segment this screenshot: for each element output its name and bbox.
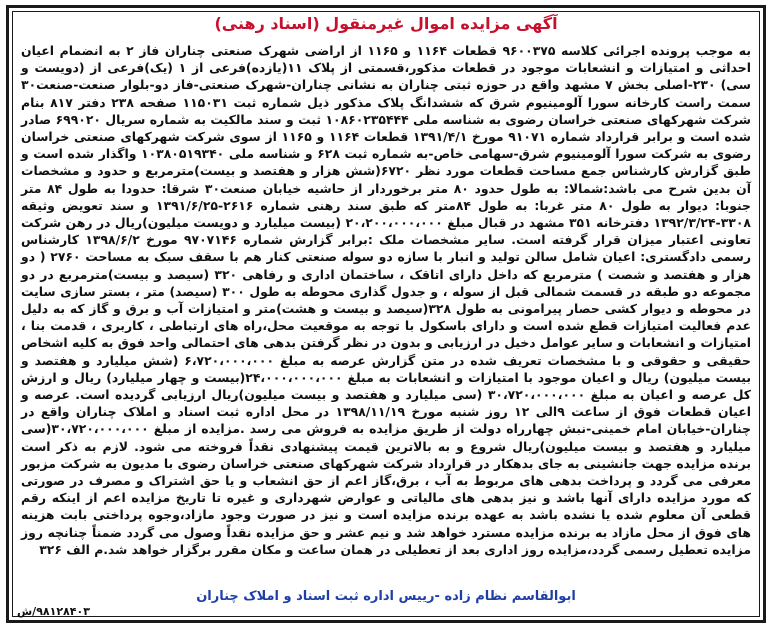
- notice-frame: [6, 5, 766, 623]
- notice-code: ۹۸۱۲۸۴۰۳/ش: [17, 605, 90, 618]
- notice-signature: ابوالقاسم نظام زاده -رییس اداره ثبت اسناد و املاک چناران: [196, 589, 576, 604]
- notice-title: آگهی مزایده اموال غیرمنقول (اسناد رهنی): [214, 14, 558, 33]
- notice-body: به موجب پرونده اجرائی کلاسه ۹۶۰۰۳۷۵ قطعات ۱۱۶۴ و ۱۱۶۵ از اراضی شهرک صنعتی چناران فاز ۲ به انضمام اعیان احداثی و امتیازات و انشعابات موجود در قطعات مذکور،قسمتی از پلاک ۱۱(یازده)فرعی از ۱ (یک)فرعی از (دویست و سی) ۲۳۰-اصلی بخش ۷ مشهد واقع در حوزه ثبتی چناران به نشانی چناران-شهرک صنعتی-فاز دو-بلوار صنعت-صنعت۳۰ سمت راست کارخانه سورا آلومینیوم شرق که ششدانگ پلاک مذکور ذیل شماره ثبت ۱۱۵۰۳۱ صفحه ۲۳۸ دفتر ۸۱۷ بنام شرکت شهرکهای صنعتی خراسان رضوی به شناسه ملی ۱۰۸۶۰۲۳۵۴۴۴ ثبت و سند مالکیت به شماره سریال ۶۹۹۰۲۰ صادر شده است و برابر قرارداد شماره ۹۱۰۷۱ مورخ ۱۳۹۱/۴/۱ قطعات ۱۱۶۴ و ۱۱۶۵ از سوی شرکت شهرکهای صنعتی خراسان رضوی به شرکت سورا آلومینیوم شرق-سهامی خاص-به شماره ثبت ۶۲۸ و شناسه ملی ۱۰۳۸۰۵۱۹۳۴۰ واگذار شده است و طبق گزارش کارشناس جمع مساحت قطعات مورد نظر ۶۷۲۰(شش هزار و هفتصد و بیست)مترمربع و حدود و مشخصات آن بدین شرح می باشد:شمالا: به طول حدود ۸۰ متر برخوردار از حاشیه خیابان صنعت۳۰ شرقا: حدودا به طول ۸۴ متر جنوبا: دیوار به طول ۸۰ متر غربا: به طول ۸۴متر که طبق سند رهنی شماره ۲۶۱۶-۱۳۹۱/۶/۲۵ و سند تعویض وثیقه ۳۳۰۸-۱۳۹۲/۳/۲۴ دفترخانه ۳۵۱ مشهد در قبال مبلغ ۲۰،۲۰۰،۰۰۰،۰۰۰ (بیست میلیارد و دویست میلیون)ریال در رهن شرکت تعاونی اعتبار میزان قرار گرفته است. سایر مشخصات ملک :برابر گزارش شماره ۹۷۰۷۱۴۶ مورخ ۱۳۹۸/۶/۲ کارشناس رسمی دادگستری: اعیان شامل سالن تولید و انبار با سازه دو سوله صنعتی کنار هم با سقف سبک به مساحت ۲۷۶۰ ( دو هزار و هفتصد و شصت ) مترمربع که داخل دارای اتاقک ، ساختمان اداری و رفاهی ۳۲۰ (سیصد و بیست)مترمربع در دو مجموعه دو طبقه در قسمت شمالی قبل از سوله ، و جدول گذاری محوطه به طول ۳۰۰ (سیصد) متر ، بستر سازی سایت در محوطه و دیوار کشی حصار پیرامونی به طول ۳۲۸(سیصد و بیست و هشت)متر و امتیازات آب و برق و گاز که به دلیل عدم فعالیت امتیازات قطع شده است و دارای باسکول با توجه به موقعیت محل،راه های ارتباطی ، کاربری ، قدمت بنا ، امتیازات و انشعابات و سایر عوامل دخیل در ارزیابی و بدون در نظر گرفتن بدهی های احتمالی واحد فوق به کلیه اشخاص حقیقی و حقوقی و با مشخصات تعریف شده در متن گزارش عرصه به مبلغ ۶،۷۲۰،۰۰۰،۰۰۰ (شش میلیارد و هفتصد و بیست میلیون) ریال و اعیان موجود با امتیازات و انشعابات به مبلغ ۲۴،۰۰۰،۰۰۰،۰۰۰(بیست و چهار میلیارد) ریال و ارزش کل عرصه و اعیان به مبلغ ۳۰،۷۲۰،۰۰۰،۰۰۰ (سی میلیارد و هفتصد و بیست میلیون)ریال ارزیابی گردیده است. عرصه و اعیان قطعات فوق از ساعت ۹الی ۱۲ روز شنبه مورخ ۱۳۹۸/۱۱/۱۹ در محل اداره ثبت اسناد و املاک چناران واقع در چناران-خیابان امام خمینی-نبش چهارراه دولت از طریق مزایده به فروش می رسد .مزایده از مبلغ ۳۰،۷۲۰،۰۰۰،۰۰۰(سی میلیارد و هفتصد و بیست میلیون)ریال شروع و به بالاترین قیمت پیشنهادی نقداً فروخته می شود. لازم به ذکر است برنده مزایده جهت جانشینی به جای بدهکار در قرارداد شرکت شهرکهای صنعتی خراسان رضوی با مدیون به شرکت مزبور معرفی می گردد و پرداخت بدهی های مربوط به آب ، برق،گاز اعم از حق انشعاب و یا حق اشتراک و مصرف در صورتی که مورد مزایده دارای آنها باشد و نیز بدهی های مالیاتی و عوارض شهرداری و غیره تا تاریخ مزایده اعم از اینکه رقم قطعی آن معلوم شده یا نشده باشد به عهده برنده مزایده است و نیز در صورت وجود مازاد،وجوه پرداختی بابت هزینه های فوق از محل مازاد به برنده مزایده مسترد خواهد شد و نیم عشر و حق مزایده نقداً وصول می گردد ضمناً چنانچه روز مزایده تعطیل رسمی گردد،مزایده روز اداری بعد از تعطیلی در همان ساعت و مکان مقرر برگزار خواهد شد.م الف ۳۲۶: [21, 43, 752, 557]
